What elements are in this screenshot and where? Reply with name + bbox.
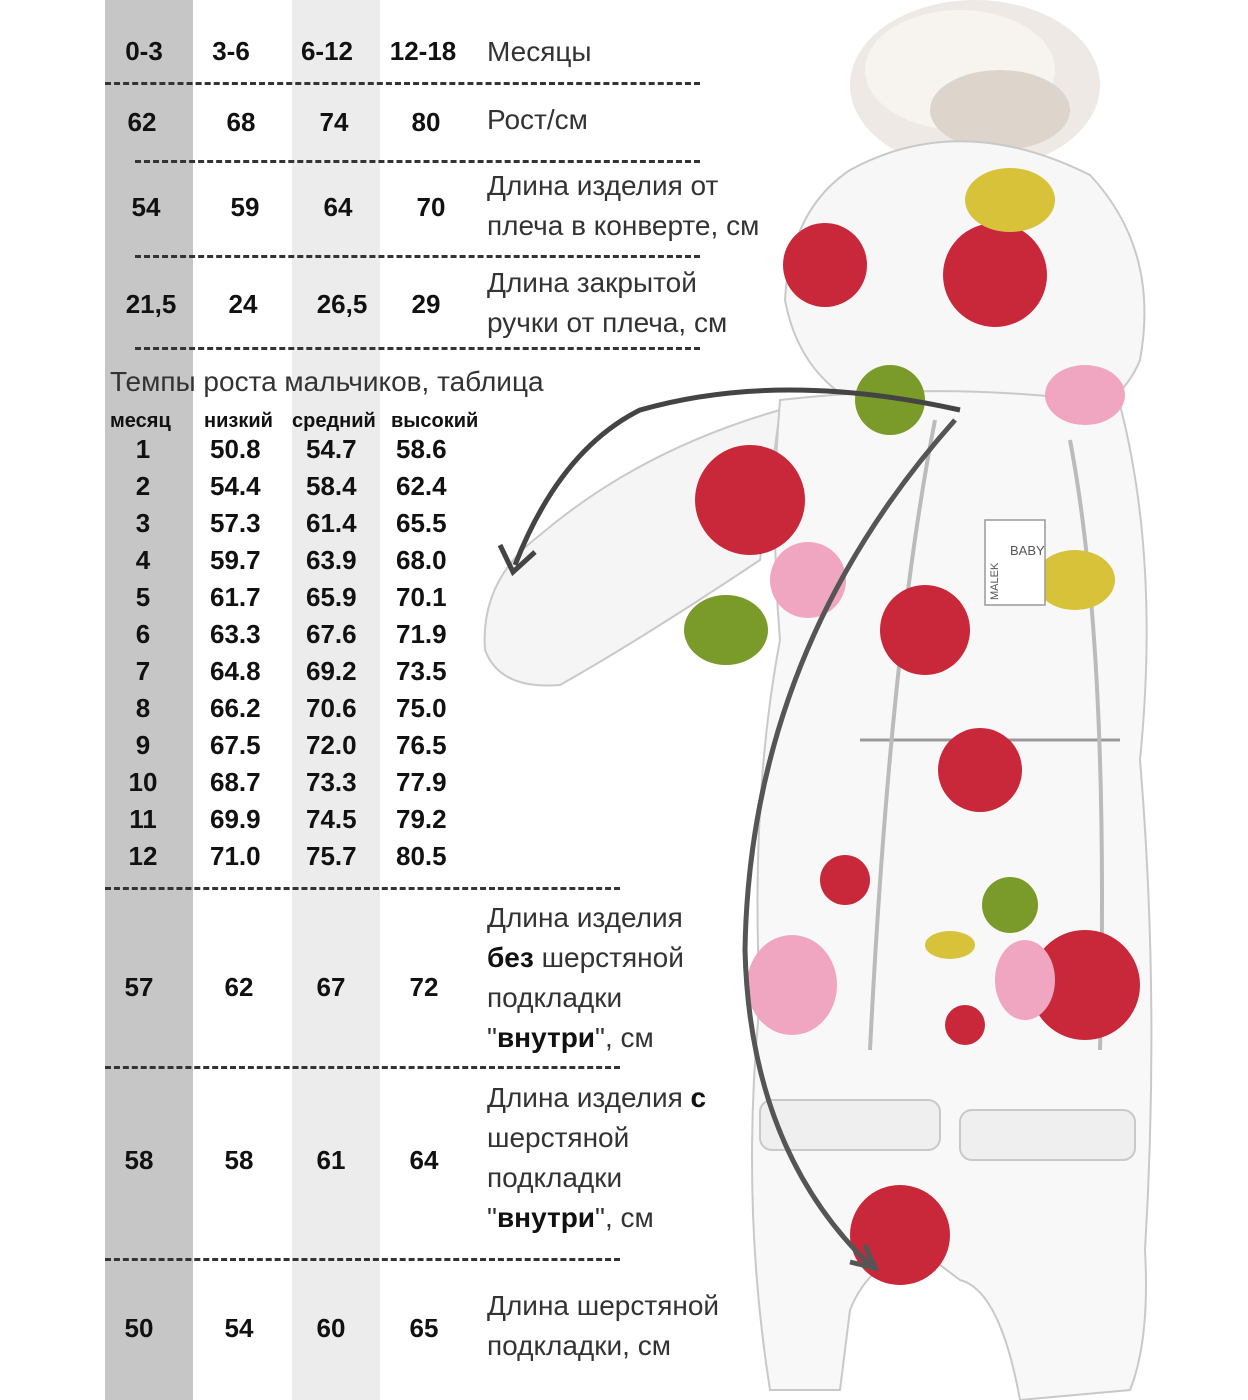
cell: 80 [411, 107, 441, 137]
cell: 68 [226, 107, 256, 137]
growth-month: 12 [128, 841, 158, 871]
growth-value: 63.3 [210, 619, 261, 649]
growth-table-title: Темпы роста мальчиков, таблица [110, 366, 544, 397]
growth-value: 80.5 [396, 841, 447, 871]
growth-value: 59.7 [210, 545, 261, 575]
growth-header: месяц [110, 410, 171, 432]
growth-value: 68.0 [396, 545, 447, 575]
growth-value: 75.0 [396, 693, 447, 723]
growth-month: 6 [135, 619, 151, 649]
cell: 50 [124, 1313, 154, 1343]
growth-value: 65.5 [396, 508, 447, 538]
growth-month: 7 [135, 656, 151, 686]
row-label: без шерстяной [487, 942, 684, 973]
cell: 3-6 [212, 36, 250, 66]
growth-month: 8 [135, 693, 151, 723]
growth-value: 67.5 [210, 730, 261, 760]
cell: 67 [316, 972, 346, 1002]
cell: 24 [228, 289, 258, 319]
growth-value: 62.4 [396, 471, 447, 501]
growth-value: 73.5 [396, 656, 447, 686]
row-label: подкладки [487, 982, 623, 1013]
cell: 54 [224, 1313, 254, 1343]
cell: 57 [124, 972, 154, 1002]
growth-value: 61.7 [210, 582, 261, 612]
row-label: Длина шерстяной [487, 1290, 720, 1321]
row-label: Длина изделия [487, 902, 683, 933]
growth-value: 66.2 [210, 693, 261, 723]
cell: 6-12 [300, 36, 354, 66]
cell: 64 [409, 1145, 439, 1175]
cell: 58 [224, 1145, 254, 1175]
growth-value: 76.5 [396, 730, 447, 760]
cell: 0-3 [125, 36, 163, 66]
cell: 58 [124, 1145, 154, 1175]
cell: 64 [323, 192, 353, 222]
growth-month: 1 [135, 434, 151, 464]
growth-header: средний [292, 410, 376, 432]
brand-tag [985, 520, 1045, 605]
growth-value: 54.7 [306, 434, 357, 464]
growth-value: 57.3 [210, 508, 261, 538]
cell: 70 [416, 192, 446, 222]
growth-month: 10 [128, 767, 158, 797]
cell: 29 [411, 289, 441, 319]
row-label: "внутри", см [487, 1202, 654, 1233]
cell: 61 [316, 1145, 346, 1175]
cell: 12-18 [389, 36, 457, 66]
row-label: Длина изделия от [487, 170, 719, 201]
overall-illustration [460, 0, 1248, 1400]
growth-value: 69.2 [306, 656, 357, 686]
growth-value: 77.9 [396, 767, 447, 797]
row-label: подкладки [487, 1162, 623, 1193]
cell: 26,5 [316, 289, 368, 319]
growth-month: 9 [135, 730, 151, 760]
row-label: Месяцы [487, 36, 592, 67]
cell: 65 [409, 1313, 439, 1343]
growth-value: 71.9 [396, 619, 447, 649]
row-label: Длина закрытой [487, 267, 697, 298]
growth-value: 63.9 [306, 545, 357, 575]
growth-value: 67.6 [306, 619, 357, 649]
growth-value: 64.8 [210, 656, 261, 686]
brand-tag-mid: BABY [1010, 543, 1045, 558]
growth-value: 61.4 [306, 508, 357, 538]
growth-value: 65.9 [306, 582, 357, 612]
growth-month: 4 [135, 545, 151, 575]
growth-value: 54.4 [210, 471, 261, 501]
growth-value: 70.1 [396, 582, 447, 612]
row-label: подкладки, см [487, 1330, 671, 1361]
growth-value: 50.8 [210, 434, 261, 464]
growth-value: 68.7 [210, 767, 261, 797]
growth-value: 70.6 [306, 693, 357, 723]
growth-value: 74.5 [306, 804, 357, 834]
cell: 54 [131, 192, 161, 222]
row-label: Длина изделия с [487, 1082, 707, 1113]
growth-value: 71.0 [210, 841, 261, 871]
row-label: плеча в конверте, см [487, 210, 760, 241]
cell: 62 [127, 107, 157, 137]
cell: 60 [316, 1313, 346, 1343]
row-label: Рост/см [487, 104, 588, 135]
cell: 72 [409, 972, 439, 1002]
growth-month: 11 [129, 804, 157, 834]
growth-month: 2 [135, 471, 151, 501]
growth-value: 72.0 [306, 730, 357, 760]
cell: 21,5 [125, 289, 177, 319]
growth-month: 5 [135, 582, 151, 612]
growth-month: 3 [135, 508, 151, 538]
row-label: шерстяной [487, 1122, 630, 1153]
cell: 59 [230, 192, 260, 222]
cell: 74 [319, 107, 349, 137]
growth-header: высокий [391, 410, 479, 432]
brand-tag-top: MALEK [989, 562, 1001, 600]
growth-header: низкий [204, 410, 273, 432]
growth-value: 79.2 [396, 804, 447, 834]
growth-value: 58.6 [396, 434, 447, 464]
row-label: "внутри", см [487, 1022, 654, 1053]
row-label: ручки от плеча, см [487, 307, 728, 338]
growth-value: 69.9 [210, 804, 261, 834]
cell: 62 [224, 972, 254, 1002]
growth-value: 75.7 [306, 841, 357, 871]
growth-value: 73.3 [306, 767, 357, 797]
growth-value: 58.4 [306, 471, 357, 501]
